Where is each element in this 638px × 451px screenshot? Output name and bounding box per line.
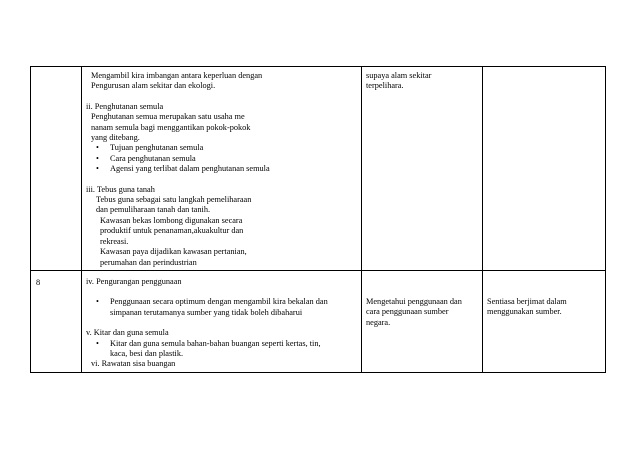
text-line: terpelihara. (366, 81, 404, 91)
text-line: Mengambil kira imbangan antara keperluan dengan (91, 71, 263, 80)
list-item: • Kitar dan guna semula bahan-bahan buangan seperti kertas, tin, (96, 338, 321, 348)
table-row (31, 67, 606, 271)
text-line: Kawasan paya dijadikan kawasan pertanian, (100, 247, 247, 257)
bullet-icon: • (96, 153, 99, 163)
text-line: dan pemuliharaan tanah dan tanih. (96, 205, 211, 215)
text-line: simpanan terutamanya sumber yang tidak boleh dibaharui (110, 307, 303, 317)
text-line: nanam semula bagi menggantikan pokok-pokok (91, 122, 251, 132)
text-line: rekreasi. (100, 236, 129, 246)
list-item: • Cara penghutanan semula (96, 153, 196, 163)
row-number: 8 (36, 277, 41, 287)
text-line: perumahan dan perindustrian (100, 257, 197, 267)
bullet-list (86, 297, 357, 307)
text-line: menggunakan sumber. (487, 307, 562, 317)
text-line: negara. (366, 317, 391, 327)
text-line: Mengetahui penggunaan dan (366, 296, 462, 306)
bullet-icon: • (96, 297, 99, 307)
number-cell (31, 270, 82, 372)
section-heading: v. Kitar dan guna semula (86, 328, 169, 338)
value-cell (483, 67, 606, 271)
content-cell (82, 67, 362, 271)
text-line: Sentiasa berjimat dalam (487, 296, 567, 306)
objective-cell (362, 270, 483, 372)
objective-cell (362, 67, 483, 271)
list-item: • Agensi yang terlibat dalam penghutanan semula (96, 164, 270, 174)
list-item: • Tujuan penghutanan semula (96, 143, 204, 153)
table-row (31, 270, 606, 372)
text-line: yang ditebang. (91, 133, 140, 143)
text-line: cara penggunaan sumber (366, 307, 449, 317)
section-heading: vi. Rawatan sisa buangan (91, 359, 176, 369)
bullet-icon: • (96, 338, 99, 348)
value-cell (483, 270, 606, 372)
bullet-list (86, 339, 357, 349)
bullet-icon: • (96, 164, 99, 174)
section-heading: iv. Pengurangan penggunaan (86, 276, 182, 286)
content-cell (82, 270, 362, 372)
lesson-plan-table (30, 66, 606, 373)
text-line: Penghutanan semua merupakan satu usaha me (91, 112, 245, 122)
section-heading: iii. Tebus guna tanah (86, 184, 155, 194)
section-heading: ii. Penghutanan semula (86, 101, 164, 111)
list-item: • Penggunaan secara optimum dengan mengambil kira bekalan dan (96, 297, 328, 307)
bullet-list (86, 143, 357, 174)
number-cell (31, 67, 82, 271)
text-line: Pengurusan alam sekitar dan ekologi. (91, 81, 216, 91)
text-line: Kawasan bekas lombong digunakan secara (100, 215, 243, 225)
text-line: produktif untuk penanaman,akuakultur dan (100, 226, 244, 236)
text-line: supaya alam sekitar (366, 71, 432, 80)
bullet-icon: • (96, 143, 99, 153)
text-line: kaca, besi dan plastik. (110, 348, 184, 358)
text-line: Tebus guna sebagai satu langkah pemeliharaan (96, 195, 252, 205)
